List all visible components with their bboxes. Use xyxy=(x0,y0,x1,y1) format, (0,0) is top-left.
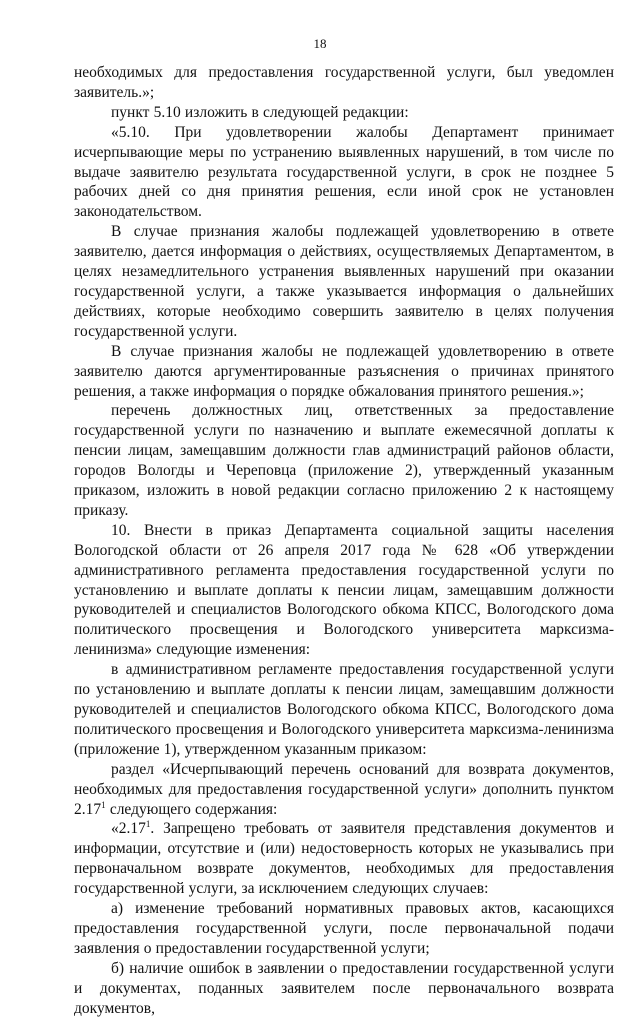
superscript-mark-2: 1 xyxy=(145,819,151,830)
paragraph-officials-list: перечень должностных лиц, ответственных за предоставление государственной услуги по назначению и выплате ежемесячной доплаты к пенсии лицам, замещавшим должности глав администраций районов области, городов Вологды и Череповца (приложение 2), утвержденный указанным приказом, изложить в новой редакции согласно приложению 2 к настоящему приказу. xyxy=(74,402,614,519)
paragraph-case-a: а) изменение требований нормативных правовых актов, касающихся предоставления государственной услуги, после первоначальной подачи заявления о предоставлении государственной услуги; xyxy=(74,900,614,957)
paragraph-item-5-10: «5.10. При удовлетворении жалобы Департамент принимает исчерпывающие меры по устранению выявленных нарушений, в том числе по выдаче заявителю результата государственной услуги, в срок не позднее 5 рабочих дней со дня принятия решения, если иной срок не установлен законодательством. xyxy=(74,123,614,221)
paragraph-continuation: необходимых для предоставления государственной услуги, был уведомлен заявитель.»; xyxy=(74,64,614,101)
paragraph-regulation-changes: в административном регламенте предоставления государственной услуги по установлению и выплате доплаты к пенсии лицам, замещавшим должности руководителей и специалистов Вологодского обкома КПСС, Вологодского дома политического просвещения и Вологодского университета марксизма-ленинизма (приложение 1), утвержденном указанным приказом: xyxy=(74,661,614,758)
page-number: 18 xyxy=(313,36,327,51)
item-2-17-text: . Запрещено требовать от заявителя представления документов и информации, отсутствие и (или) недостоверность которых не указывались при первоначальном возврате документов, необходимых для предоставления государственной услуги, за исключением следующих случаев: xyxy=(74,820,614,898)
section-addition-tail: следующего содержания: xyxy=(109,800,278,818)
item-2-17-number: «2.17 xyxy=(111,820,146,838)
section-addition-text: раздел «Исчерпывающий перечень оснований для возврата документов, необходимых для предоставления государственной услуги» дополнить пунктом 2.17 xyxy=(74,760,614,818)
paragraph-section-addition xyxy=(74,760,614,820)
paragraph-case-b: б) наличие ошибок в заявлении о предоставлении государственной услуги и документах, поданных заявителем после первоначального возврата документов, xyxy=(74,959,614,1017)
paragraph-item-10: 10. Внести в приказ Департамента социальной защиты населения Вологодской области от 26 апреля 2017 года № 628 «Об утверждении административного регламента предоставления государственной услуги по установлению и выплате доплаты к пенсии лицам, замещавшим должности руководителей и специалистов Вологодского обкома КПСС, Вологодского дома политического просвещения и Вологодского университета марксизма-ленинизма» следующие изменения: xyxy=(74,521,614,659)
paragraph-complaint-satisfied: В случае признания жалобы подлежащей удовлетворению в ответе заявителю, дается информация о действиях, осуществляемых Департаментом, в целях незамедлительного устранения выявленных нарушений при оказании государственной услуги, а также указывается информация о дальнейших действиях, которые необходимо совершить заявителю в целях получения государственной услуги. xyxy=(74,223,614,340)
paragraph-item-2-17-1 xyxy=(74,819,614,899)
document-body xyxy=(74,63,614,1019)
paragraph-complaint-rejected: В случае признания жалобы не подлежащей удовлетворению в ответе заявителю даются аргументированные разъяснения о причинах принятого решения, а также информация о порядке обжалования принятого решения.»; xyxy=(74,342,614,400)
paragraph-item-5-10-intro: пункт 5.10 изложить в следующей редакции: xyxy=(111,103,409,121)
superscript-mark: 1 xyxy=(101,799,106,810)
